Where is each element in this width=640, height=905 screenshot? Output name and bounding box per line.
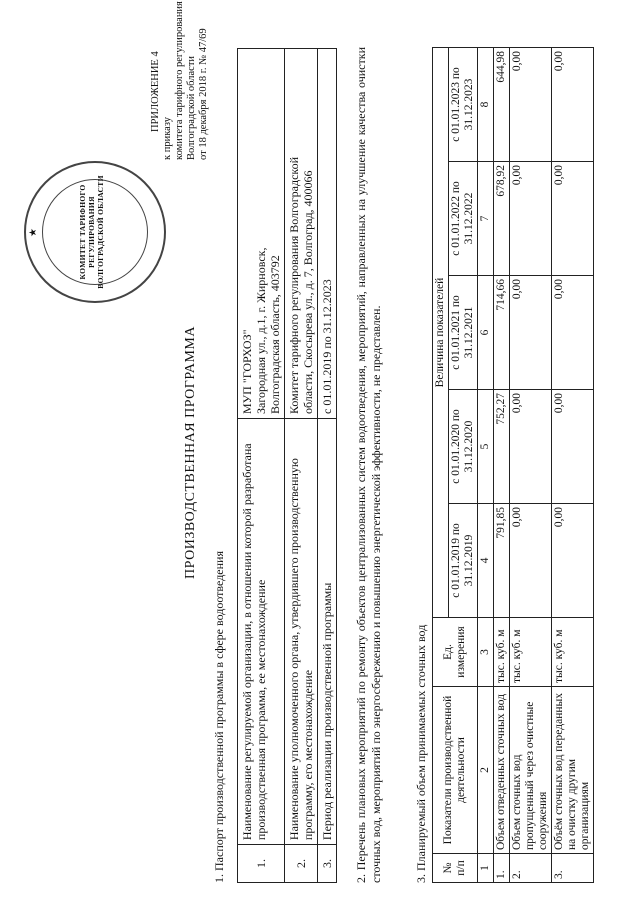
value-line: Комитет тарифного регулирования Волгоградской [287, 156, 301, 414]
official-seal [24, 161, 166, 303]
row-value [318, 49, 337, 419]
appendix-line: от 18 декабря 2018 г. № 47/69 [198, 28, 209, 160]
col-number: 7 [478, 162, 494, 276]
row-label: Наименование регулируемой организации, в отношении которой разработана производственная программа, ее местонахождение [238, 419, 285, 845]
section1-heading: 1. Паспорт производственной программы в сфере водоотведения [212, 551, 226, 883]
table-row [238, 49, 285, 883]
row-value: 0,00 [510, 276, 552, 390]
row-unit: тыс. куб. м [510, 618, 552, 687]
header-indicator: Показатели производственной деятельности [433, 687, 478, 854]
passport-table [237, 48, 337, 883]
row-value: 714,66 [494, 276, 510, 390]
volume-table [432, 47, 594, 883]
header-num: № п/п [433, 854, 478, 883]
row-label: Наименование уполномоченного органа, утвердившего производственную программу, его местонахождение [285, 419, 318, 845]
row-value: 0,00 [552, 276, 594, 390]
row-value: 791,85 [494, 504, 510, 618]
row-number: 2. [510, 854, 552, 883]
col-number: 5 [478, 390, 494, 504]
row-value: 0,00 [552, 504, 594, 618]
row-value: 0,00 [552, 162, 594, 276]
seal-center-text: КОМИТЕТ ТАРИФНОГО РЕГУЛИРОВАНИЯ ВОЛГОГРАДСКОЙ ОБЛАСТИ [78, 175, 105, 289]
value-line: с 01.01.2019 по 31.12.2023 [320, 279, 334, 414]
appendix-title: ПРИЛОЖЕНИЕ 4 [150, 51, 161, 132]
row-value: 0,00 [552, 390, 594, 504]
header-values-group: Величина показателей [433, 48, 449, 618]
row-number: 1. [238, 845, 285, 883]
row-name: Объем сточных вод пропущенный через очистные сооружения [510, 687, 552, 854]
header-unit: Ед. измерения [433, 618, 478, 687]
value-line: МУП "ГОРХОЗ" [240, 329, 254, 414]
row-unit: тыс. куб. м [552, 618, 594, 687]
row-value: 0,00 [510, 504, 552, 618]
row-value [238, 49, 285, 419]
row-value: 0,00 [510, 48, 552, 162]
row-label: Период реализации производственной программы [318, 419, 337, 845]
row-value: 0,00 [510, 162, 552, 276]
seal-star-icon: ★ [28, 228, 39, 237]
row-value: 678,92 [494, 162, 510, 276]
header-row [433, 48, 449, 883]
header-period: с 01.01.2019 по 31.12.2019 [449, 504, 478, 618]
row-name: Объем отведенных сточных вод [494, 687, 510, 854]
section3-heading: 3. Планируемый объем принимаемых сточных вод [414, 624, 428, 883]
col-number: 6 [478, 276, 494, 390]
row-value: 644,98 [494, 48, 510, 162]
row-value: 0,00 [552, 48, 594, 162]
row-number: 1. [494, 854, 510, 883]
appendix-line: Волгоградской области [186, 55, 197, 160]
header-period: с 01.01.2023 по 31.12.2023 [449, 48, 478, 162]
appendix-line: к приказу [162, 117, 173, 160]
row-number: 2. [285, 845, 318, 883]
value-line: Волгоградская область, 403792 [268, 255, 282, 414]
appendix-line: комитета тарифного регулирования [174, 1, 185, 160]
table-row [285, 49, 318, 883]
col-number: 3 [478, 618, 494, 687]
col-number: 1 [478, 854, 494, 883]
col-number: 8 [478, 48, 494, 162]
col-number: 2 [478, 687, 494, 854]
section2-text: 2. Перечень плановых мероприятий по ремонту объектов централизованных систем водоотведения, мероприятий, направленных на улучшение качества очистки сточных вод, мероприятий по энергосбережению и повышению энергетической эффективности, не представлен. [354, 47, 383, 883]
value-line: Загородная ул., д.1, г. Жирновск, [254, 247, 268, 414]
row-value: 752,27 [494, 390, 510, 504]
row-number: 3. [552, 854, 594, 883]
header-period: с 01.01.2021 по 31.12.2021 [449, 276, 478, 390]
table-row [318, 49, 337, 883]
row-name: Объём сточных вод переданных на очистку другим организациям [552, 687, 594, 854]
row-unit: тыс. куб. м [494, 618, 510, 687]
row-value [285, 49, 318, 419]
appendix-block [150, 1, 210, 160]
col-number: 4 [478, 504, 494, 618]
row-value: 0,00 [510, 390, 552, 504]
table-row [510, 48, 552, 883]
row-number: 3. [318, 845, 337, 883]
table-row [494, 48, 510, 883]
header-period: с 01.01.2022 по 31.12.2022 [449, 162, 478, 276]
value-line: области, Скосырева ул., д. 7, Волгоград, 400066 [301, 170, 315, 414]
header-period: с 01.01.2020 по 31.12.2020 [449, 390, 478, 504]
page-title: ПРОИЗВОДСТВЕННАЯ ПРОГРАММА [183, 326, 198, 579]
table-row [552, 48, 594, 883]
column-number-row [478, 48, 494, 883]
